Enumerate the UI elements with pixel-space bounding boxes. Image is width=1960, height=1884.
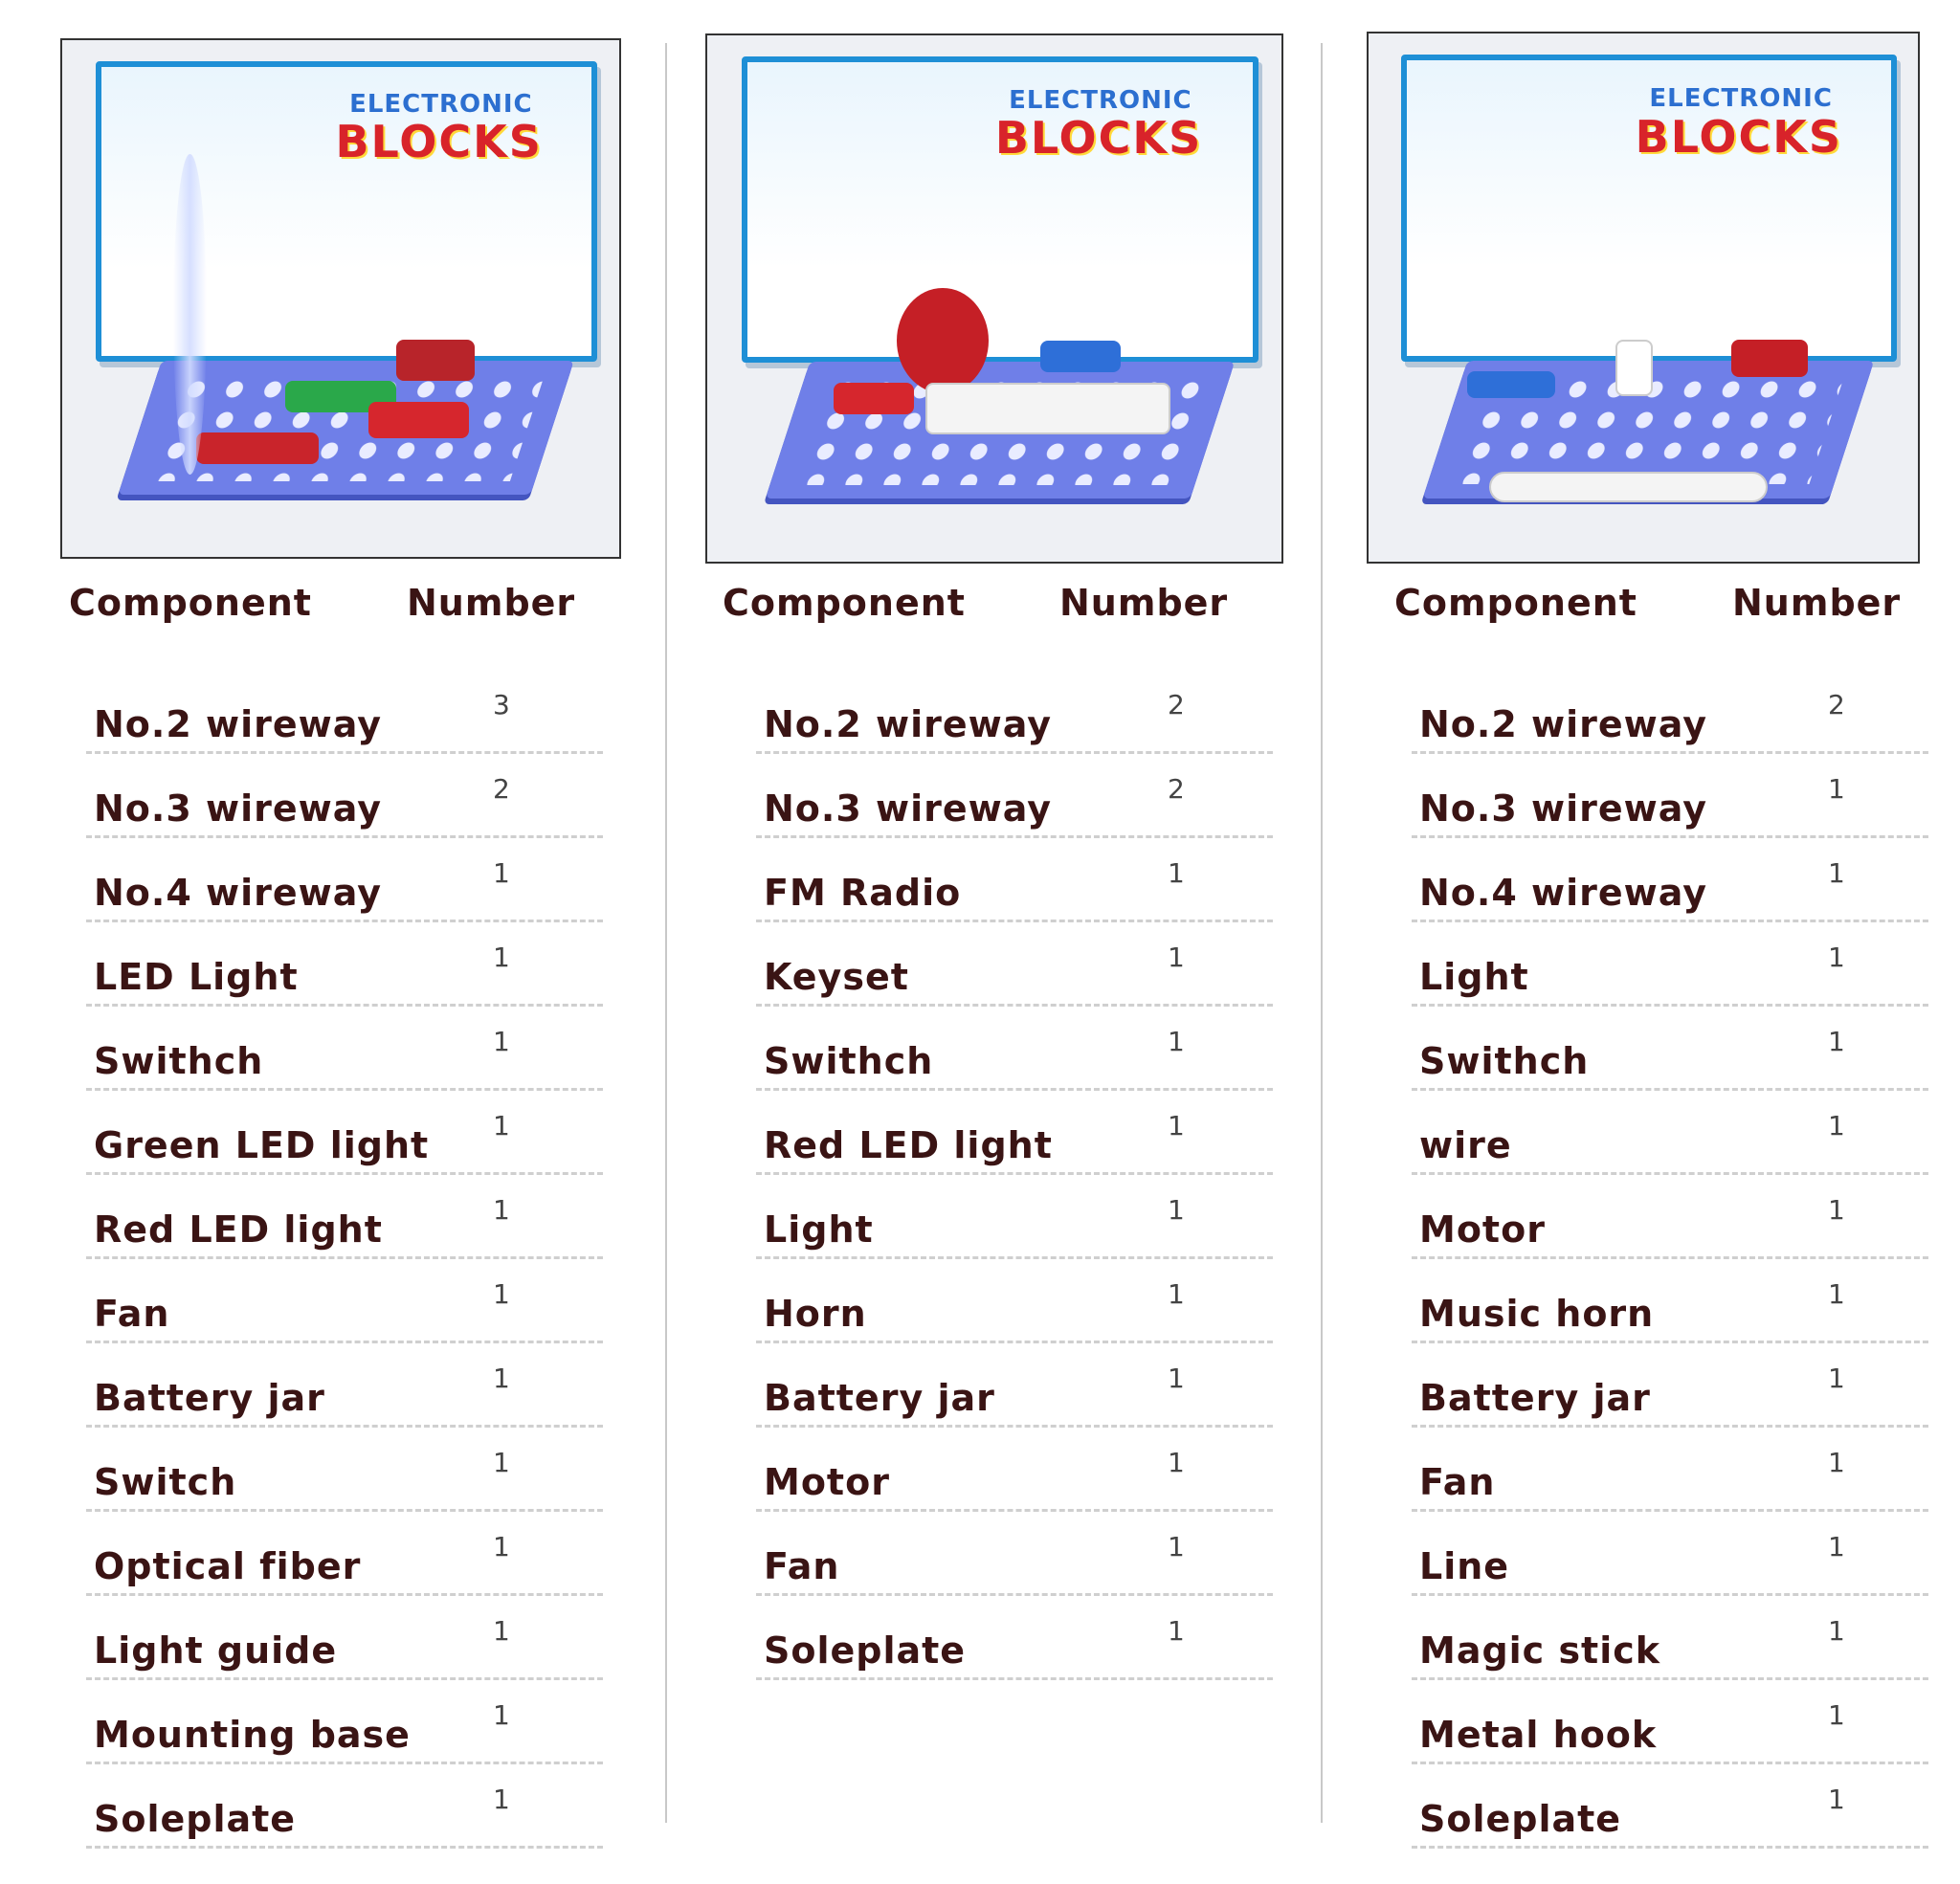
list-item (1412, 1428, 1928, 1512)
component-name: Mounting base (94, 1714, 411, 1756)
component-quantity: 1 (493, 1278, 510, 1310)
component-quantity: 1 (1828, 1784, 1845, 1815)
component-header: Component (1394, 582, 1637, 624)
component-name: LED Light (94, 956, 299, 998)
component-name: Fan (764, 1545, 840, 1587)
component-name: Horn (764, 1293, 867, 1335)
component-quantity: 1 (1828, 1447, 1845, 1478)
list-item (756, 922, 1273, 1007)
box-title-line1: ELECTRONIC (1649, 83, 1833, 113)
component-quantity: 1 (1168, 1615, 1185, 1647)
component-name: No.2 wireway (94, 703, 383, 745)
component-name: No.3 wireway (764, 787, 1053, 830)
component-name: Swithch (764, 1040, 934, 1082)
component-quantity: 1 (1168, 857, 1185, 889)
component-quantity: 1 (493, 1784, 510, 1815)
list-item (1412, 670, 1928, 754)
component-quantity: 1 (1168, 1531, 1185, 1563)
list-item (86, 1764, 603, 1849)
list-item (86, 1007, 603, 1091)
component-quantity: 1 (1828, 1194, 1845, 1226)
component-header: Component (723, 582, 966, 624)
component-quantity: 2 (493, 773, 510, 805)
list-item (86, 754, 603, 838)
component-name: Light guide (94, 1629, 338, 1672)
box-title-line1: ELECTRONIC (1009, 85, 1192, 115)
component-quantity: 1 (493, 942, 510, 973)
list-item (1412, 1007, 1928, 1091)
list-item (1412, 1175, 1928, 1259)
component-quantity: 1 (1828, 1531, 1845, 1563)
component-quantity: 1 (493, 1194, 510, 1226)
list-item (1412, 922, 1928, 1007)
component-quantity: 1 (493, 1531, 510, 1563)
component-header: Component (69, 582, 312, 624)
component-list (1412, 670, 1928, 1849)
component-name: Magic stick (1419, 1629, 1661, 1672)
column-divider (1321, 43, 1323, 1823)
product-box (742, 56, 1258, 363)
component-quantity: 1 (493, 1110, 510, 1141)
list-item (1412, 1259, 1928, 1343)
component-name: No.2 wireway (764, 703, 1053, 745)
list-item (756, 1343, 1273, 1428)
component-quantity: 1 (493, 1699, 510, 1731)
component-name: No.3 wireway (94, 787, 383, 830)
component-quantity: 3 (493, 689, 510, 720)
list-item (86, 1596, 603, 1680)
list-item (86, 922, 603, 1007)
component-list (756, 670, 1273, 1680)
list-item (1412, 1596, 1928, 1680)
component-quantity: 1 (1168, 1363, 1185, 1394)
list-item (756, 1007, 1273, 1091)
list-item (756, 670, 1273, 754)
component-name: No.2 wireway (1419, 703, 1708, 745)
list-item (1412, 1512, 1928, 1596)
component-list (86, 670, 603, 1849)
component-name: Swithch (1419, 1040, 1590, 1082)
list-item (756, 838, 1273, 922)
component-name: Soleplate (764, 1629, 967, 1672)
component-quantity: 1 (1828, 1026, 1845, 1057)
list-item (86, 838, 603, 922)
list-item (1412, 1343, 1928, 1428)
component-quantity: 1 (1168, 1278, 1185, 1310)
list-item (756, 1259, 1273, 1343)
product-box (96, 61, 597, 362)
list-item (1412, 838, 1928, 922)
component-name: Soleplate (94, 1798, 297, 1840)
component-name: Battery jar (764, 1377, 995, 1419)
component-name: No.3 wireway (1419, 787, 1708, 830)
list-item (756, 754, 1273, 838)
box-title-line2: BLOCKS (1635, 110, 1843, 163)
component-quantity: 1 (1828, 1615, 1845, 1647)
component-quantity: 1 (1828, 942, 1845, 973)
component-name: Optical fiber (94, 1545, 362, 1587)
component-name: Metal hook (1419, 1714, 1658, 1756)
component-quantity: 2 (1828, 689, 1845, 720)
component-name: Light (1419, 956, 1529, 998)
box-title-line2: BLOCKS (335, 116, 543, 167)
list-item (86, 670, 603, 754)
component-name: Swithch (94, 1040, 264, 1082)
component-name: Motor (1419, 1208, 1546, 1251)
component-quantity: 1 (493, 1615, 510, 1647)
component-quantity: 1 (1168, 942, 1185, 973)
component-name: Fan (94, 1293, 170, 1335)
list-item (86, 1175, 603, 1259)
component-quantity: 1 (1828, 773, 1845, 805)
column-divider (665, 43, 667, 1823)
component-quantity: 1 (1828, 1699, 1845, 1731)
list-item (86, 1343, 603, 1428)
list-item (1412, 754, 1928, 838)
list-item (1412, 1764, 1928, 1849)
list-item (756, 1091, 1273, 1175)
list-item (756, 1428, 1273, 1512)
number-header: Number (1732, 582, 1902, 624)
component-name: Battery jar (94, 1377, 325, 1419)
component-name: Light (764, 1208, 874, 1251)
list-item (756, 1596, 1273, 1680)
component-quantity: 1 (493, 857, 510, 889)
component-quantity: 1 (1828, 857, 1845, 889)
component-name: Red LED light (764, 1124, 1053, 1166)
list-item (1412, 1680, 1928, 1764)
list-item (756, 1175, 1273, 1259)
component-name: wire (1419, 1124, 1512, 1166)
component-name: Music horn (1419, 1293, 1655, 1335)
list-item (756, 1512, 1273, 1596)
component-quantity: 1 (1168, 1110, 1185, 1141)
component-quantity: 1 (1168, 1026, 1185, 1057)
component-quantity: 1 (1828, 1363, 1845, 1394)
product-photo (705, 33, 1283, 564)
product-box (1401, 55, 1896, 362)
kit-panel-2 (703, 0, 1297, 1884)
component-name: Switch (94, 1461, 237, 1503)
component-name: Green LED light (94, 1124, 430, 1166)
component-name: Keyset (764, 956, 909, 998)
list-item (86, 1512, 603, 1596)
box-title-line2: BLOCKS (994, 112, 1203, 165)
kit-panel-3 (1364, 0, 1938, 1884)
component-name: No.4 wireway (1419, 872, 1708, 914)
component-quantity: 1 (493, 1447, 510, 1478)
component-quantity: 1 (1828, 1278, 1845, 1310)
component-name: Red LED light (94, 1208, 383, 1251)
component-quantity: 1 (1168, 1447, 1185, 1478)
kit-panel-1 (57, 0, 632, 1884)
component-name: FM Radio (764, 872, 962, 914)
component-quantity: 1 (493, 1026, 510, 1057)
box-title-line1: ELECTRONIC (349, 89, 533, 119)
list-item (86, 1091, 603, 1175)
product-photo (1367, 32, 1920, 564)
component-quantity: 1 (1828, 1110, 1845, 1141)
component-name: Soleplate (1419, 1798, 1622, 1840)
list-item (86, 1428, 603, 1512)
number-header: Number (1059, 582, 1229, 624)
list-item (1412, 1091, 1928, 1175)
list-item (86, 1680, 603, 1764)
component-quantity: 1 (1168, 1194, 1185, 1226)
number-header: Number (407, 582, 576, 624)
component-name: Battery jar (1419, 1377, 1651, 1419)
component-name: Line (1419, 1545, 1510, 1587)
component-name: Motor (764, 1461, 890, 1503)
component-quantity: 2 (1168, 689, 1185, 720)
list-item (86, 1259, 603, 1343)
product-photo (60, 38, 621, 559)
component-name: Fan (1419, 1461, 1496, 1503)
component-quantity: 1 (493, 1363, 510, 1394)
component-name: No.4 wireway (94, 872, 383, 914)
component-quantity: 2 (1168, 773, 1185, 805)
